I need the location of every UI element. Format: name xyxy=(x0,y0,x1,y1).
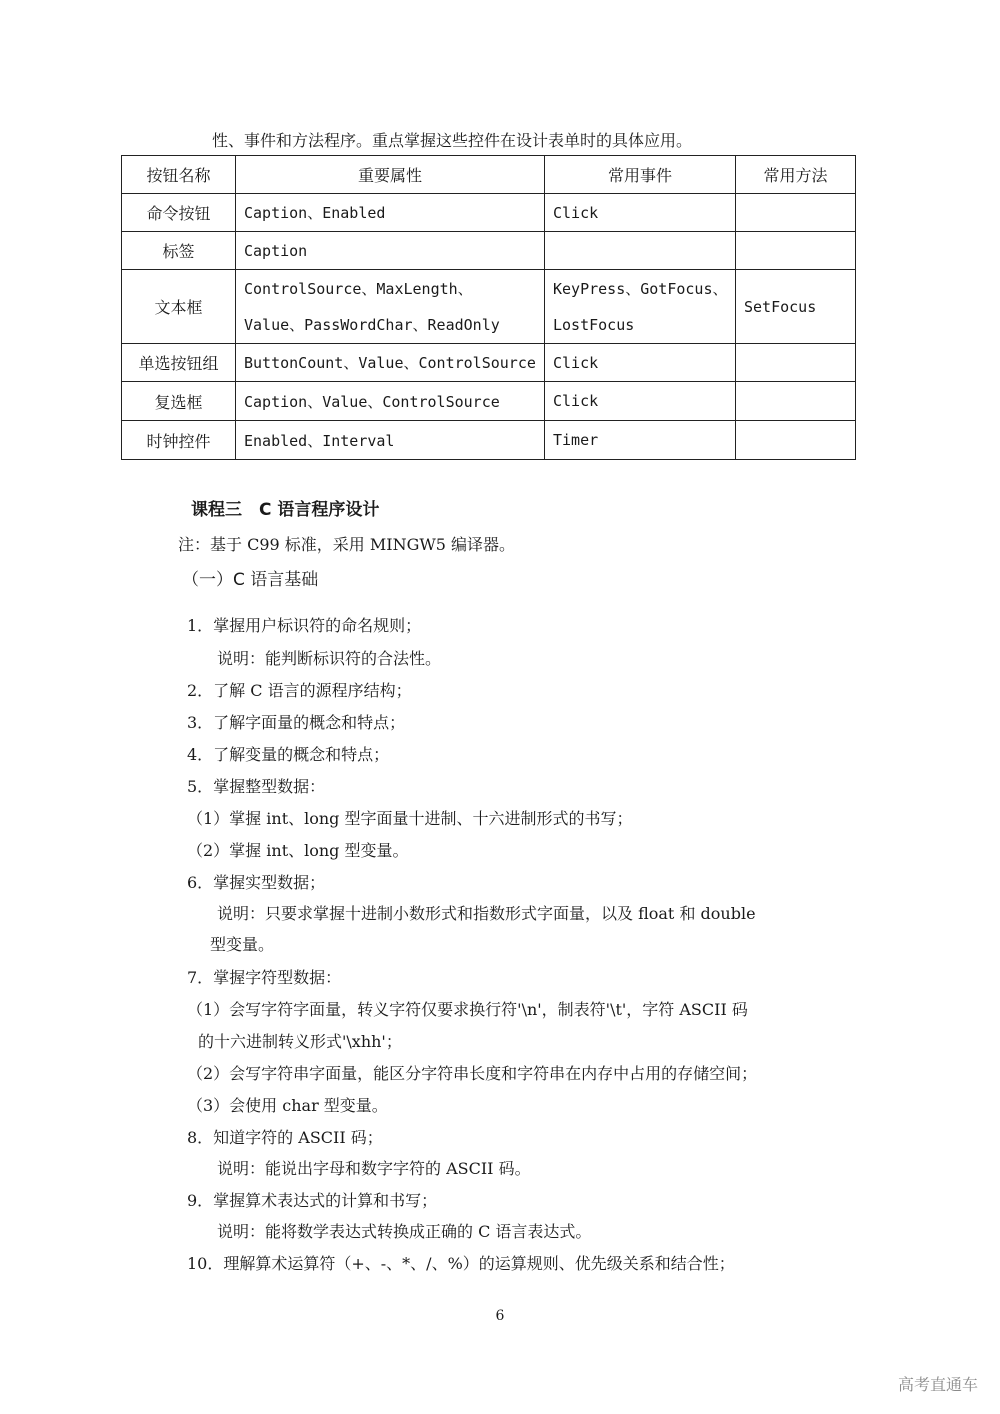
intro-text: 性、事件和方法程序。重点掌握这些控件在设计表单时的具体应用。 xyxy=(212,131,693,150)
control-props xyxy=(236,270,545,344)
header-cell: 重要属性 xyxy=(236,156,545,194)
control-events xyxy=(545,270,736,344)
list-item: 1．掌握用户标识符的命名规则； xyxy=(187,616,422,635)
list-subitem: （1）会写字符字面量，转义字符仅要求换行符'\n'，制表符'\t'，字符 ASCII 码 xyxy=(187,1000,748,1019)
list-item: 6．掌握实型数据； xyxy=(187,873,326,892)
list-subitem: （2）掌握 int、long 型变量。 xyxy=(187,841,409,860)
control-methods xyxy=(736,232,856,270)
list-item: 4．了解变量的概念和特点； xyxy=(187,745,390,764)
list-item: 2．了解 C 语言的源程序结构； xyxy=(187,681,412,700)
control-events: Click xyxy=(545,344,736,382)
watermark: 高考直通车 xyxy=(897,1375,978,1394)
list-item: 5．掌握整型数据： xyxy=(187,777,326,796)
list-subitem: （1）掌握 int、long 型字面量十进制、十六进制形式的书写； xyxy=(187,809,633,828)
table-row xyxy=(122,382,856,421)
control-methods xyxy=(736,344,856,382)
control-name: 标签 xyxy=(122,232,236,270)
list-item-note: 说明：只要求掌握十进制小数形式和指数形式字面量，以及 float 和 double xyxy=(217,904,756,923)
control-methods xyxy=(736,421,856,460)
list-item-note: 说明：能将数学表达式转换成正确的 C 语言表达式。 xyxy=(217,1222,592,1241)
control-props: Caption、Value、ControlSource xyxy=(236,382,545,421)
control-events: Click xyxy=(545,194,736,232)
list-item: 8．知道字符的 ASCII 码； xyxy=(187,1128,383,1147)
control-name: 复选框 xyxy=(122,382,236,421)
control-name: 命令按钮 xyxy=(122,194,236,232)
list-item-note: 型变量。 xyxy=(210,935,275,954)
event-line: KeyPress、GotFocus、 xyxy=(553,279,728,298)
table-header-row xyxy=(122,156,856,194)
header-cell: 常用事件 xyxy=(545,156,736,194)
course-note: 注：基于 C99 标准，采用 MINGW5 编译器。 xyxy=(178,535,516,554)
header-cell: 常用方法 xyxy=(736,156,856,194)
control-methods xyxy=(736,194,856,232)
prop-line: Value、PassWordChar、ReadOnly xyxy=(244,315,500,334)
list-item-note: 说明：能判断标识符的合法性。 xyxy=(217,649,442,668)
control-props: Caption xyxy=(236,232,545,270)
control-name: 单选按钮组 xyxy=(122,344,236,382)
header-cell: 按钮名称 xyxy=(122,156,236,194)
control-methods: SetFocus xyxy=(736,270,856,344)
table-row xyxy=(122,421,856,460)
control-props: Enabled、Interval xyxy=(236,421,545,460)
list-item: 7．掌握字符型数据： xyxy=(187,968,342,987)
control-events: Timer xyxy=(545,421,736,460)
list-item: 10．理解算术运算符（+、-、*、/、%）的运算规则、优先级关系和结合性； xyxy=(187,1254,735,1273)
prop-line: ControlSource、MaxLength、 xyxy=(244,279,473,298)
section-heading: （一）C 语言基础 xyxy=(182,570,319,590)
page-number: 6 xyxy=(495,1308,505,1324)
control-props: Caption、Enabled xyxy=(236,194,545,232)
table-row xyxy=(122,232,856,270)
control-props: ButtonCount、Value、ControlSource xyxy=(236,344,545,382)
table-row xyxy=(122,194,856,232)
list-subitem-cont: 的十六进制转义形式'\xhh'； xyxy=(198,1032,402,1051)
event-line: LostFocus xyxy=(553,315,635,334)
course-title: 课程三 C 语言程序设计 xyxy=(191,500,380,520)
controls-table xyxy=(121,155,856,460)
list-item: 3．了解字面量的概念和特点； xyxy=(187,713,406,732)
list-subitem: （2）会写字符串字面量，能区分字符串长度和字符串在内存中占用的存储空间； xyxy=(187,1064,758,1083)
control-name: 时钟控件 xyxy=(122,421,236,460)
control-events: Click xyxy=(545,382,736,421)
control-methods xyxy=(736,382,856,421)
list-item: 9．掌握算术表达式的计算和书写； xyxy=(187,1191,438,1210)
control-events xyxy=(545,232,736,270)
control-name: 文本框 xyxy=(122,270,236,344)
table-row xyxy=(122,344,856,382)
table-row xyxy=(122,270,856,344)
list-item-note: 说明：能说出字母和数字字符的 ASCII 码。 xyxy=(217,1159,531,1178)
list-subitem: （3）会使用 char 型变量。 xyxy=(187,1096,388,1115)
